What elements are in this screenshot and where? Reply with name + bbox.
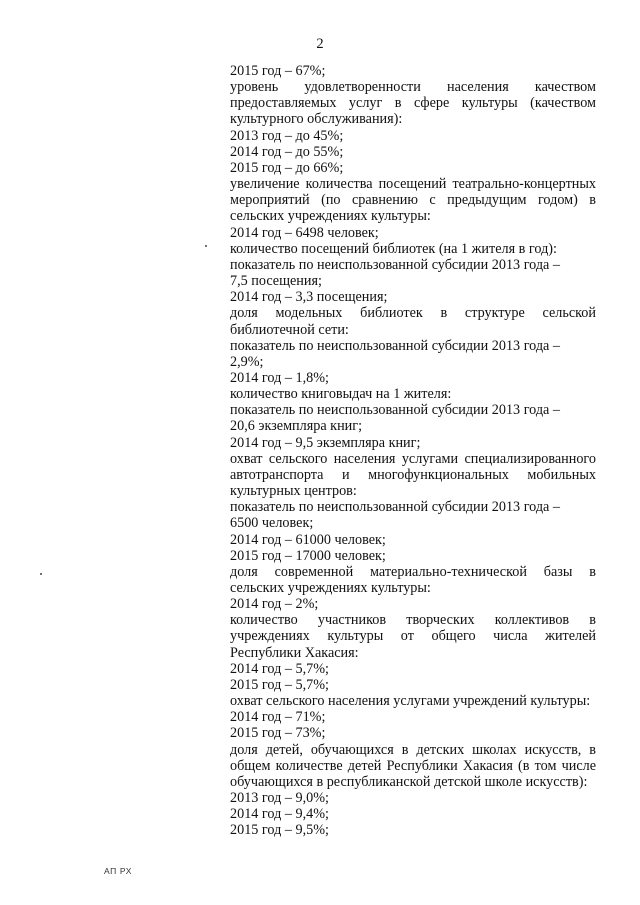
text-line: культурных центров: — [230, 483, 357, 500]
text-line: сельских учреждениях культуры: — [230, 580, 431, 596]
text-line: общем количестве детей Республики Хакасия (в том числе — [230, 757, 596, 774]
text-line: доля современной материально-технической базы в — [230, 563, 596, 580]
text-line: доля детей, обучающихся в детских школах искусств, в — [230, 741, 596, 758]
footer-mark: АП РХ — [104, 866, 133, 876]
text-line: показатель по неиспользованной субсидии 2013 года – — [230, 337, 560, 354]
text-line: 2014 год – 9,5 экземпляра книг; — [230, 434, 421, 451]
page-number: 2 — [316, 36, 324, 52]
text-line: уровень удовлетворенности населения качеством — [230, 79, 596, 96]
text-line: 2014 год – 1,8%; — [230, 369, 329, 386]
text-line: 2015 год – 73%; — [230, 725, 326, 742]
text-line: 2015 год – 17000 человек; — [230, 547, 386, 564]
text-line: 2014 год – до 55%; — [230, 143, 344, 160]
text-line: 6500 человек; — [230, 515, 314, 532]
text-line: 2015 год – 5,7%; — [230, 676, 329, 693]
text-line: показатель по неиспользованной субсидии 2013 года – — [230, 402, 560, 419]
text-line: количество посещений библиотек (на 1 жителя в год): — [230, 240, 557, 257]
text-line: 2,9%; — [230, 353, 264, 370]
text-line: 2014 год – 3,3 посещения; — [230, 289, 388, 306]
text-line: 2014 год – 5,7%; — [230, 660, 329, 677]
text-line: 2013 год – 9,0%; — [230, 790, 329, 807]
text-line: учреждениях культуры от общего числа жителей — [230, 628, 596, 645]
text-line: 2014 год – 6498 человек; — [230, 224, 379, 241]
text-line: показатель по неиспользованной субсидии 2013 года – — [230, 499, 560, 516]
document-body — [230, 63, 596, 839]
scan-speck-2 — [40, 573, 42, 575]
text-line: увеличение количества посещений театрально-концертных — [230, 176, 596, 193]
scan-speck-1 — [205, 245, 207, 247]
text-line: культурного обслуживания): — [230, 111, 403, 128]
text-line: 20,6 экземпляра книг; — [230, 418, 363, 435]
text-line: автотранспорта и многофункциональных мобильных — [230, 466, 596, 483]
text-line: доля модельных библиотек в структуре сельской — [230, 305, 596, 322]
text-line: количество книговыдач на 1 жителя: — [230, 386, 452, 403]
text-line: 2014 год – 71%; — [230, 709, 326, 726]
text-line: библиотечной сети: — [230, 321, 349, 338]
text-line: мероприятий (по сравнению с предыдущим годом) в — [230, 192, 596, 209]
text-line: сельских учреждениях культуры: — [230, 208, 431, 225]
text-line: Республики Хакасия: — [230, 644, 359, 661]
text-line: охват сельского населения услугами учреждений культуры: — [230, 693, 591, 710]
text-line: охват сельского населения услугами специализированного — [230, 450, 596, 467]
text-line: 7,5 посещения; — [230, 273, 322, 290]
text-line: обучающихся в республиканской детской школе искусств): — [230, 773, 588, 790]
text-line: 2015 год – 67%; — [230, 63, 326, 79]
text-line: 2015 год – 9,5%; — [230, 822, 329, 839]
text-line: 2015 год – до 66%; — [230, 159, 344, 176]
text-line: показатель по неиспользованной субсидии 2013 года – — [230, 256, 560, 273]
text-line: 2013 год – до 45%; — [230, 127, 344, 144]
text-line: предоставляемых услуг в сфере культуры (качеством — [230, 95, 596, 112]
text-line: 2014 год – 2%; — [230, 596, 319, 613]
text-line: 2014 год – 9,4%; — [230, 806, 329, 823]
text-line: 2014 год – 61000 человек; — [230, 531, 386, 548]
text-line: количество участников творческих коллективов в — [230, 612, 596, 629]
